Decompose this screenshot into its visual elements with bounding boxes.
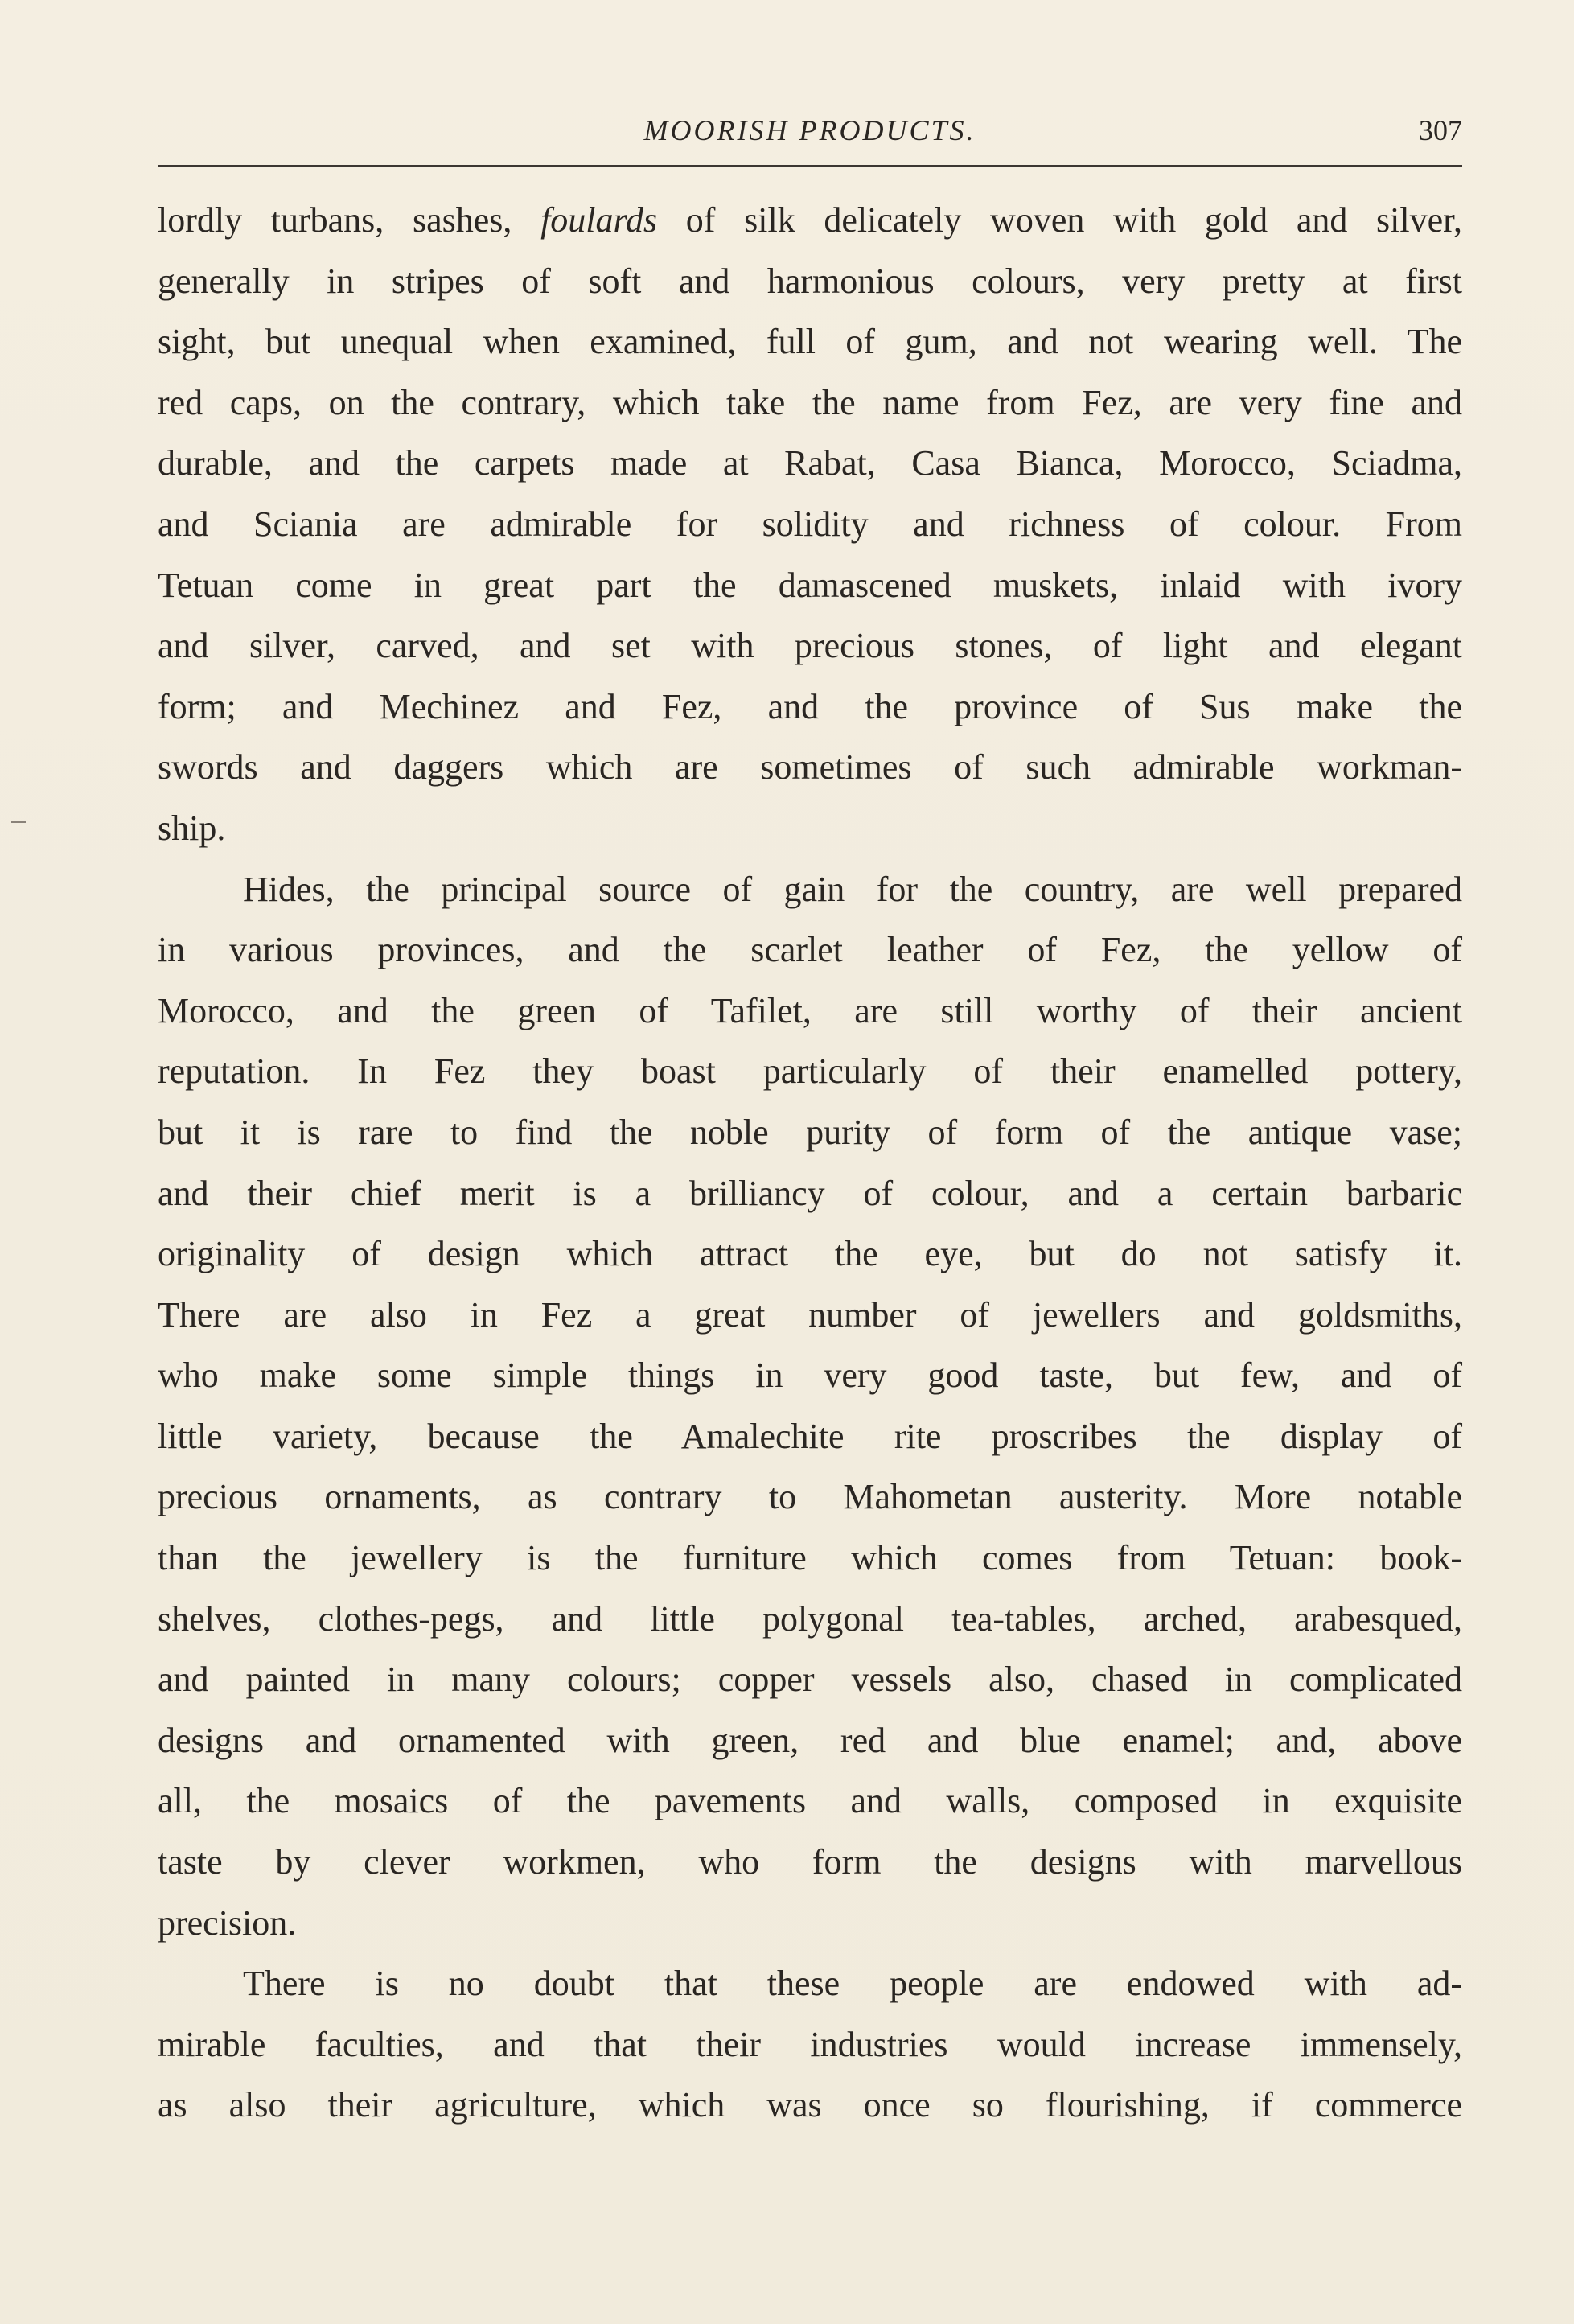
text-line: There is no doubt that these people are endowed with ad-: [243, 1964, 1462, 2004]
text-line: swords and daggers which are sometimes of such admirable workman-: [158, 747, 1462, 788]
page-number: 307: [1419, 114, 1462, 146]
text-line: There are also in Fez a great number of jewellers and goldsmiths,: [158, 1294, 1462, 1335]
running-title: MOORISH PRODUCTS.: [643, 114, 976, 146]
text-line: shelves, clothes-pegs, and little polygonal tea-tables, arched, arabesqued,: [158, 1598, 1462, 1639]
text-line: little variety, because the Amalechite rite proscribes the display of: [158, 1416, 1462, 1456]
running-head: [158, 108, 1462, 153]
text-line: designs and ornamented with green, red and blue enamel; and, above: [158, 1720, 1462, 1760]
text-line: but it is rare to find the noble purity of form of the antique vase;: [158, 1112, 1462, 1152]
text-line: generally in stripes of soft and harmonious colours, very pretty at first: [158, 261, 1462, 301]
text-line: than the jewellery is the furniture which comes from Tetuan: book-: [158, 1538, 1462, 1578]
text-line: mirable faculties, and that their industries would increase immensely,: [158, 2024, 1462, 2064]
text-line: in various provinces, and the scarlet leather of Fez, the yellow of: [158, 930, 1462, 970]
text-line: and silver, carved, and set with precious stones, of light and elegant: [158, 626, 1462, 666]
text-line: as also their agriculture, which was once so flourishing, if commerce: [158, 2085, 1462, 2125]
text-line: and Sciania are admirable for solidity and richness of colour. From: [158, 504, 1462, 544]
text-line: Morocco, and the green of Tafilet, are still worthy of their ancient: [158, 990, 1462, 1030]
text-line: form; and Mechinez and Fez, and the province of Sus make the: [158, 686, 1462, 726]
text-line: all, the mosaics of the pavements and walls, composed in exquisite: [158, 1781, 1462, 1821]
text-line: Hides, the principal source of gain for the country, are well prepared: [243, 869, 1462, 909]
header-rule: [158, 165, 1462, 167]
margin-mark: [11, 821, 26, 823]
text-line: Tetuan come in great part the damascened muskets, inlaid with ivory: [158, 565, 1462, 605]
italic-term: foulards: [540, 200, 658, 240]
body-text: [158, 190, 1462, 2136]
text-line: taste by clever workmen, who form the designs with marvellous: [158, 1842, 1462, 1882]
text-line: and painted in many colours; copper vessels also, chased in complicated: [158, 1660, 1462, 1700]
text-line: who make some simple things in very good taste, but few, and of: [158, 1355, 1462, 1396]
text-line: and their chief merit is a brilliancy of colour, and a certain barbaric: [158, 1173, 1462, 1213]
text-line: sight, but unequal when examined, full of gum, and not wearing well. The: [158, 322, 1462, 362]
text-line: durable, and the carpets made at Rabat, Casa Bianca, Morocco, Sciadma,: [158, 443, 1462, 483]
text-line: lordly turbans, sashes, foulards of silk delicately woven with gold and silver,: [158, 200, 1463, 240]
text-line: reputation. In Fez they boast particularly of their enamelled pottery,: [158, 1051, 1462, 1092]
text-line: precision.: [158, 1902, 297, 1943]
text-line: originality of design which attract the eye, but do not satisfy it.: [158, 1234, 1462, 1274]
text-line: ship.: [158, 808, 226, 848]
text-line: precious ornaments, as contrary to Mahometan austerity. More notable: [158, 1477, 1462, 1517]
text-line: red caps, on the contrary, which take the name from Fez, are very fine and: [158, 382, 1462, 422]
